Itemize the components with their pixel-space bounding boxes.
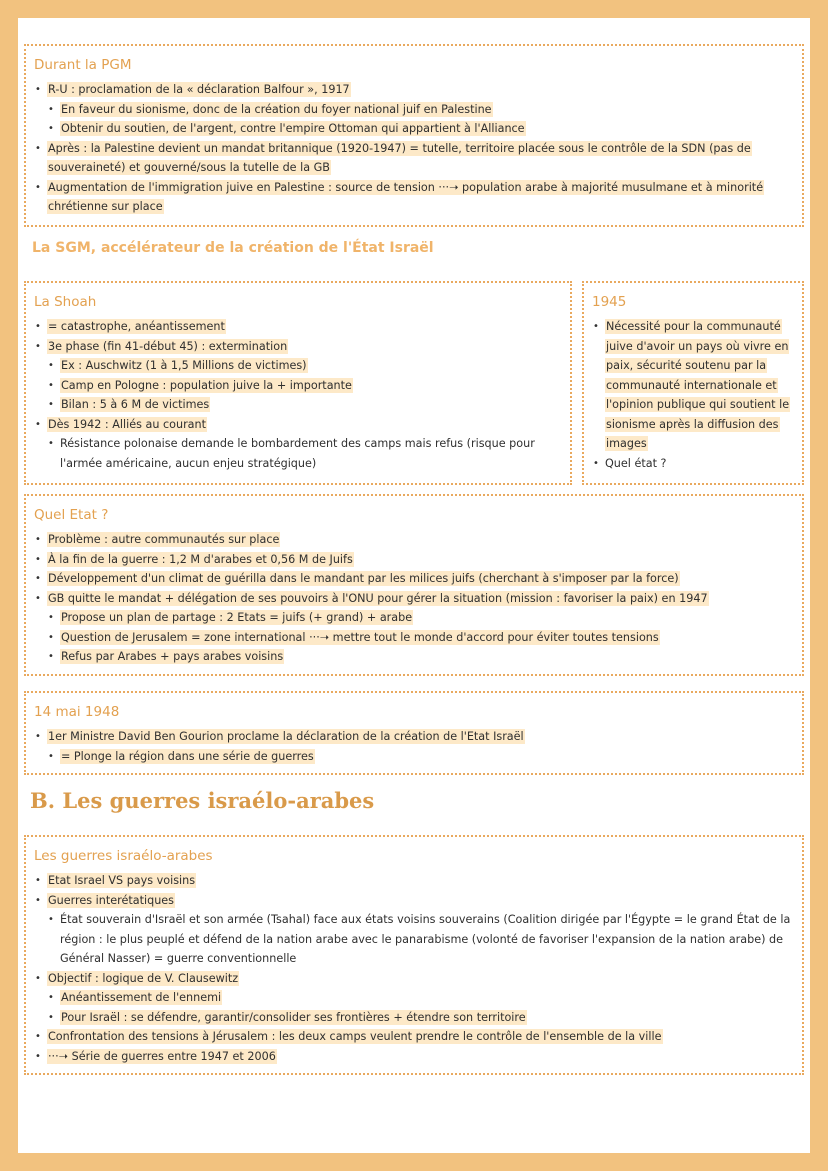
box-14-mai-1948: [24, 691, 804, 775]
list-item: • Quel état ?: [592, 454, 794, 474]
list-item: • Objectif : logique de V. Clausewitz: [34, 969, 794, 989]
list-item: • Camp en Pologne : population juive la + importante: [34, 376, 562, 396]
list-item: • Question de Jerusalem = zone international ···➝ mettre tout le monde d'accord pour éviter toutes tensions: [34, 628, 794, 648]
list-item: • Refus par Arabes + pays arabes voisins: [34, 647, 794, 667]
list: [34, 871, 794, 1066]
list-item: • Problème : autre communautés sur place: [34, 530, 794, 550]
list-item: • Guerres interétatiques: [34, 891, 794, 911]
list-item: • ···➝ Série de guerres entre 1947 et 2006: [34, 1047, 794, 1067]
box-1945: [582, 281, 804, 485]
list-item: • En faveur du sionisme, donc de la création du foyer national juif en Palestine: [34, 100, 794, 120]
list-item: • Ex : Auschwitz (1 à 1,5 Millions de victimes): [34, 356, 562, 376]
list-item: • Propose un plan de partage : 2 Etats = juifs (+ grand) + arabe: [34, 608, 794, 628]
list: [592, 317, 794, 473]
list-item: • Anéantissement de l'ennemi: [34, 988, 794, 1008]
list-item: • Bilan : 5 à 6 M de victimes: [34, 395, 562, 415]
list-item: • R-U : proclamation de la « déclaration Balfour », 1917: [34, 80, 794, 100]
box-title: 14 mai 1948: [34, 704, 120, 720]
list-item: • 1er Ministre David Ben Gourion proclame la déclaration de la création de l'Etat Israël: [34, 727, 794, 747]
list-item: • = catastrophe, anéantissement: [34, 317, 562, 337]
box-title: Quel Etat ?: [34, 507, 109, 523]
section-title-sgm: La SGM, accélérateur de la création de l'État Israël: [32, 240, 434, 256]
list-item: • = Plonge la région dans une série de guerres: [34, 747, 794, 767]
box-title: Durant la PGM: [34, 57, 132, 73]
box-quel-etat: [24, 494, 804, 676]
page: [18, 18, 810, 1153]
list-item: • GB quitte le mandat + délégation de ses pouvoirs à l'ONU pour gérer la situation (mission : favoriser la paix) en 1947: [34, 589, 794, 609]
list-item: • Nécessité pour la communauté juive d'avoir un pays où vivre en paix, sécurité soutenu par la communauté internationale et l'opinion publique qui soutient le sionisme après la diffusion des images: [592, 317, 794, 454]
box-title: La Shoah: [34, 294, 97, 310]
list: [34, 80, 794, 217]
list-item: • Dès 1942 : Alliés au courant: [34, 415, 562, 435]
box-guerres: [24, 835, 804, 1075]
list: [34, 530, 794, 667]
list-item: • Obtenir du soutien, de l'argent, contre l'empire Ottoman qui appartient à l'Alliance: [34, 119, 794, 139]
box-pgm: [24, 44, 804, 227]
section-title-b: B. Les guerres israélo-arabes: [30, 788, 375, 813]
list-item: • Résistance polonaise demande le bombardement des camps mais refus (risque pour l'armée américaine, aucun enjeu stratégique): [34, 434, 562, 473]
list-item: • Après : la Palestine devient un mandat britannique (1920-1947) = tutelle, territoire placée sous le contrôle de la SDN (pas de souveraineté) et gouverné/sous la tutelle de la GB: [34, 139, 794, 178]
list-item: • Développement d'un climat de guérilla dans le mandant par les milices juifs (cherchant à s'imposer par la force): [34, 569, 794, 589]
list-item: • Confrontation des tensions à Jérusalem : les deux camps veulent prendre le contrôle de l'ensemble de la ville: [34, 1027, 794, 1047]
list-item: • À la fin de la guerre : 1,2 M d'arabes et 0,56 M de Juifs: [34, 550, 794, 570]
list-item: • Pour Israël : se défendre, garantir/consolider ses frontières + étendre son territoire: [34, 1008, 794, 1028]
list-item: • Augmentation de l'immigration juive en Palestine : source de tension ···➝ population arabe à majorité musulmane et à minorité chrétienne sur place: [34, 178, 794, 217]
box-title: Les guerres israélo-arabes: [34, 848, 213, 864]
list: [34, 317, 562, 473]
box-title: 1945: [592, 294, 627, 310]
box-shoah: [24, 281, 572, 485]
list-item: • 3e phase (fin 41-début 45) : extermination: [34, 337, 562, 357]
list: [34, 727, 794, 766]
list-item: • État souverain d'Israël et son armée (Tsahal) face aux états voisins souverains (Coalition dirigée par l'Égypte = le grand État de la région : le plus peuplé et défend de la nation arabe avec le panarabisme (volonté de favoriser l'expansion de la nation arabe) de Général Nasser) = guerre conventionnelle: [34, 910, 794, 969]
list-item: • Etat Israel VS pays voisins: [34, 871, 794, 891]
